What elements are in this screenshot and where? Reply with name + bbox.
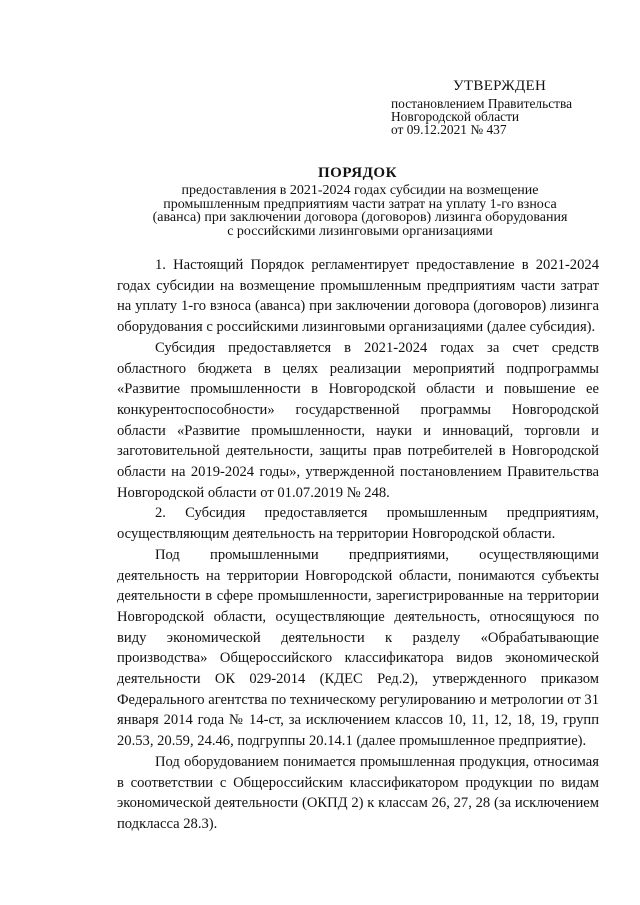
subtitle-line: (аванса) при заключении договора (договоров) лизинга оборудования: [152, 210, 568, 225]
paragraph-2: Субсидия предоставляется в 2021-2024 годах за счет средств областного бюджета в целях реализации мероприятий подпрограммы «Развитие промышленности в Новгородской области и повышение ее конкурентоспособности» государственной программы Новгородской области «Развитие промышленности, науки и инноваций, торговли и заготовительной деятельности, защиты прав потребителей в Новгородской области на 2019-2024 годы», утвержденной постановлением Правительства Новгородской области от 01.07.2019 № 248.: [117, 339, 599, 501]
paragraph-4: Под промышленными предприятиями, осуществляющими деятельность на территории Новгородской области, понимаются субъекты деятельности в сфере промышленности, зарегистрированные на территории Новгородской области, осуществляющие деятельность, относящуюся по виду экономической деятельности к разделу «Обрабатывающие производства» Общероссийского классификатора видов экономической деятельности ОК 029-2014 (КДЕС Ред.2), утвержденного приказом Федерального агентства по техническому регулированию и метрологии от 31 января 2014 года № 14-ст, за исключением классов 10, 11, 12, 18, 19, групп 20.53, 20.59, 24.46, подгруппы 20.14.1 (далее промышленное предприятие).: [117, 546, 599, 750]
approval-details: [391, 97, 572, 136]
subtitle-line: с российскими лизинговыми организациями: [227, 223, 493, 239]
paragraph-1: 1. Настоящий Порядок регламентирует предоставление в 2021-2024 годах субсидии на возмещение промышленным предприятиям части затрат на уплату 1-го взноса (аванса) при заключении договора (договоров) лизинга оборудования с российскими лизинговыми организациями (далее субсидия).: [117, 257, 599, 336]
approval-stamp-title: УТВЕРЖДЕН: [453, 78, 547, 94]
approval-line: постановлением Правительства: [391, 96, 573, 111]
approval-line: от 09.12.2021 № 437: [391, 122, 507, 137]
subtitle-line: предоставления в 2021-2024 годах субсидии на возмещение: [181, 183, 539, 198]
approval-line: Новгородской области: [391, 109, 520, 124]
paragraph-3: 2. Субсидия предоставляется промышленным предприятиям, осуществляющим деятельность на территории Новгородской области.: [117, 505, 599, 543]
document-body: [117, 255, 599, 835]
document-title: ПОРЯДОК: [318, 165, 397, 181]
document-subtitle: [100, 184, 620, 238]
subtitle-line: промышленным предприятиям части затрат на уплату 1-го взноса: [163, 196, 557, 212]
paragraph-5: Под оборудованием понимается промышленная продукция, относимая в соответствии с Общероссийским классификатором продукции по видам экономической деятельности (ОКПД 2) к классам 26, 27, 28 (за исключением подкласса 28.3).: [117, 753, 599, 832]
